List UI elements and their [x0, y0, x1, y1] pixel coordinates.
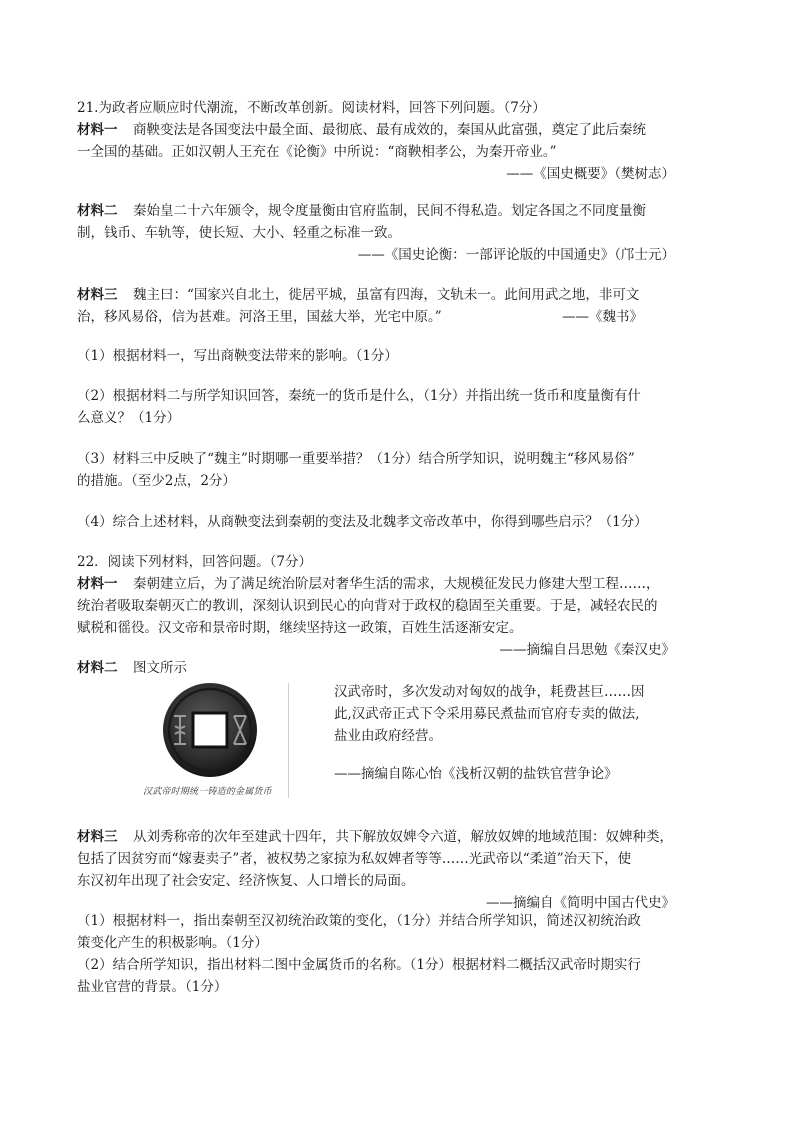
material-text-line: 汉武帝时，多次发动对匈奴的战争，耗费甚巨……因 [334, 684, 645, 700]
q22-question-2: （2）结合所学知识，指出材料二图中金属货币的名称。（1分）根据材料二概括汉武帝时期实行 盐业官营的背景。（1分） [77, 957, 641, 995]
material-label: 材料一 [77, 122, 118, 138]
q21-question-2: （2）根据材料二与所学知识回答，秦统一的货币是什么，（1分）并指出统一货币和度量衡有什 么意义？（1分） [77, 388, 641, 426]
material-source: ——摘编自吕思勉《秦汉史》 [499, 642, 675, 658]
material-text-line: 东汉初年出现了社会安定、经济恢复、人口增长的局面。 [77, 873, 415, 889]
q22-title: 22．阅读下列材料，回答问题。（7分） [77, 554, 313, 570]
q22-material-2-source: ——摘编自陈心怡《浅析汉朝的盐铁官营争论》 [334, 766, 618, 782]
material-text-line: 包括了因贫穷而“嫁妻卖子”者，被权势之家掠为私奴婢者等等……光武帝以“柔道”治天下，使 [77, 851, 632, 867]
material-text-line: 统治者吸取秦朝灭亡的教训，深刻认识到民心的向背对于政权的稳固至关重要。于是，减轻农民的 [77, 598, 658, 614]
material-label: 材料三 [77, 829, 118, 845]
material-source: ——《魏书》 [562, 309, 643, 325]
coin-caption: 汉武帝时期统一铸造的金属货币 [143, 787, 272, 797]
material-text-line: 秦始皇二十六年颁令，规令度量衡由官府监制，民间不得私造。划定各国之不同度量衡 [133, 203, 646, 219]
q21-question-1: （1）根据材料一，写出商鞅变法带来的影响。（1分） [77, 348, 398, 364]
coin-image [130, 680, 290, 800]
material-text-line: 从刘秀称帝的次年至建武十四年，共下解放奴婢令六道，解放奴婢的地域范围：奴婢种类， [133, 829, 673, 845]
material-label: 材料二 [77, 203, 118, 219]
material-text-line: 治，移风易俗，信为甚难。河洛王里，国兹大举，光宅中原。” [77, 309, 442, 325]
q21-material-2 [77, 200, 675, 266]
material-label: 材料二 [77, 660, 118, 676]
material-text-line: 此,汉武帝正式下令采用募民煮盐而官府专卖的做法, [334, 706, 640, 722]
q21-question-3: （3）材料三中反映了“魏主”时期哪一重要举措？（1分）结合所学知识，说明魏主“移风易俗” 的措施。（至少2点，2分） [77, 451, 635, 489]
material-intro: 图文所示 [133, 660, 187, 676]
material-source: ——摘编自《简明中国古代史》 [486, 895, 675, 911]
q21-material-3 [77, 284, 675, 328]
material-text-line: 秦朝建立后，为了满足统治阶层对奢华生活的需求，大规模征发民力修建大型工程……， [133, 576, 660, 592]
material-source: ——《国史概要》（樊树志） [506, 166, 675, 182]
material-source: ——《国史论衡：一部评论版的中国通史》（邝士元） [357, 247, 675, 263]
material-text-line: 盐业由政府经营。 [334, 728, 442, 744]
q21-title: 21.为政者应顺应时代潮流，不断改革创新。阅读材料，回答下列问题。（7分） [77, 100, 546, 116]
figure-divider [288, 683, 289, 798]
q22-material-1 [77, 573, 675, 661]
q22-material-2-text [334, 681, 694, 747]
q22-material-3 [77, 826, 675, 914]
q21-question-4: （4）综合上述材料，从商鞅变法到秦朝的变法及北魏孝文帝改革中，你得到哪些启示？（1分） [77, 514, 648, 530]
material-text-line: 制，钱币、车轨等，使长短、大小、轻重之标准一致。 [77, 225, 401, 241]
material-label: 材料三 [77, 287, 118, 303]
q22-material-2-label [77, 657, 675, 679]
material-text-line: 商鞅变法是各国变法中最全面、最彻底、最有成效的，秦国从此富强，奠定了此后秦统 [133, 122, 646, 138]
material-text-line: 一全国的基础。正如汉朝人王充在《论衡》中所说：“商鞅相孝公，为秦开帝业。” [77, 144, 557, 160]
material-text-line: 魏主曰：“国家兴自北土，徙居平城，虽富有四海，文轨未一。此间用武之地，非可文 [133, 287, 640, 303]
q22-question-1: （1）根据材料一，指出秦朝至汉初统治政策的变化，（1分）并结合所学知识，简述汉初统治政 策变化产生的积极影响。（1分） [77, 913, 641, 951]
material-label: 材料一 [77, 576, 118, 592]
q21-material-1 [77, 119, 675, 185]
material-text-line: 赋税和徭役。汉文帝和景帝时期，继续坚持这一政策，百姓生活逐渐安定。 [77, 620, 523, 636]
wuzhu-coin-icon [130, 680, 290, 790]
